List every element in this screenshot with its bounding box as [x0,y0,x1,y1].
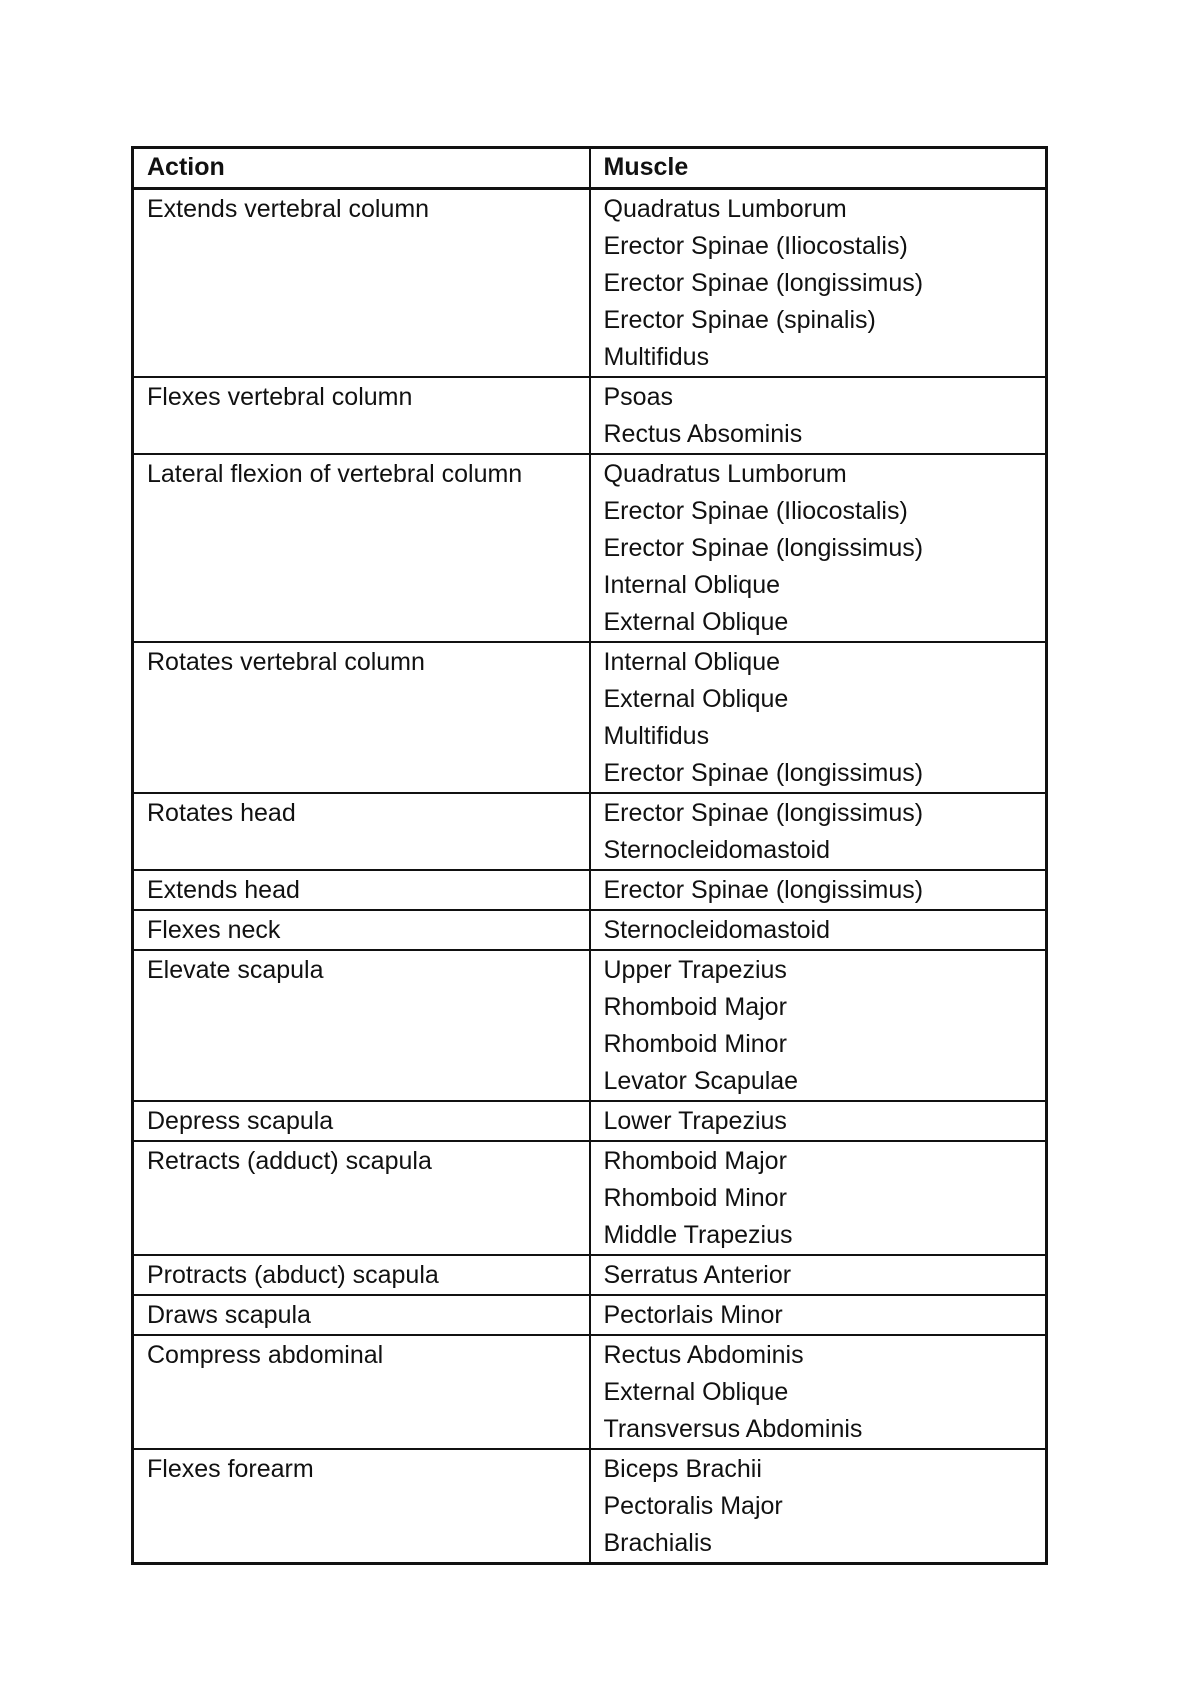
muscle-name: Psoas [603,383,673,411]
muscle-cell [590,1295,1047,1335]
muscle-name: Pectorlais Minor [603,1301,783,1329]
muscle-cell [590,642,1047,793]
muscle-name: Internal Oblique [603,571,781,599]
table-row [133,910,1047,950]
table-row [133,1295,1047,1335]
muscle-name: Internal Oblique [603,648,781,676]
muscle-cell [590,1255,1047,1295]
table-row [133,189,1047,378]
table-row [133,1449,1047,1564]
muscle-name: External Oblique [603,608,789,636]
muscle-cell [590,870,1047,910]
muscle-name: Erector Spinae (Iliocostalis) [603,497,908,525]
muscle-cell [590,377,1047,454]
muscle-name: Erector Spinae (spinalis) [603,306,876,334]
action-cell: Elevate scapula [133,950,590,1101]
muscle-name: Rectus Absominis [603,420,803,448]
muscle-name: Middle Trapezius [603,1221,793,1249]
action-cell: Flexes forearm [133,1449,590,1564]
muscle-name: Serratus Anterior [603,1261,792,1289]
muscle-name: Rectus Abdominis [603,1341,804,1369]
muscle-cell [590,793,1047,870]
action-cell: Draws scapula [133,1295,590,1335]
muscle-name: Transversus Abdominis [603,1415,863,1443]
action-cell: Flexes vertebral column [133,377,590,454]
muscle-action-table [131,146,1048,1565]
table-body [133,189,1047,1564]
muscle-name: Upper Trapezius [603,956,787,984]
table-row [133,950,1047,1101]
muscle-cell [590,910,1047,950]
muscle-name: External Oblique [603,685,789,713]
muscle-name: Lower Trapezius [603,1107,787,1135]
muscle-cell [590,1101,1047,1141]
muscle-name: Rhomboid Minor [603,1184,787,1212]
muscle-cell [590,1335,1047,1449]
action-cell: Flexes neck [133,910,590,950]
muscle-name: Rhomboid Major [603,993,787,1021]
table-row [133,1141,1047,1255]
muscle-name: Sternocleidomastoid [603,836,831,864]
header-muscle: Muscle [590,148,1047,189]
table-row [133,793,1047,870]
muscle-name: Multifidus [603,343,710,371]
table-row [133,870,1047,910]
muscle-name: Multifidus [603,722,710,750]
muscle-name: Erector Spinae (longissimus) [603,759,924,787]
muscle-name: Erector Spinae (longissimus) [603,534,924,562]
muscle-name: Erector Spinae (longissimus) [603,799,924,827]
muscle-name: Biceps Brachii [603,1455,762,1483]
table-row [133,377,1047,454]
table-row [133,1255,1047,1295]
muscle-name: Erector Spinae (longissimus) [603,269,924,297]
muscle-name: Levator Scapulae [603,1067,799,1095]
muscle-name: Erector Spinae (longissimus) [603,876,924,904]
action-cell: Rotates vertebral column [133,642,590,793]
muscle-name: Erector Spinae (Iliocostalis) [603,232,908,260]
muscle-name: Rhomboid Minor [603,1030,787,1058]
muscle-name: Brachialis [603,1529,712,1557]
action-cell: Depress scapula [133,1101,590,1141]
muscle-cell [590,950,1047,1101]
muscle-cell [590,189,1047,378]
table-row [133,1101,1047,1141]
header-action: Action [133,148,590,189]
muscle-cell [590,454,1047,642]
muscle-name: Rhomboid Major [603,1147,787,1175]
table-row [133,454,1047,642]
muscle-name: Sternocleidomastoid [603,916,831,944]
table-row [133,1335,1047,1449]
action-cell: Extends head [133,870,590,910]
table-row [133,642,1047,793]
muscle-name: Quadratus Lumborum [603,195,847,223]
action-cell: Extends vertebral column [133,189,590,378]
action-cell: Lateral flexion of vertebral column [133,454,590,642]
table-header-row [133,148,1047,189]
muscle-cell [590,1141,1047,1255]
muscle-cell [590,1449,1047,1564]
muscle-name: External Oblique [603,1378,789,1406]
action-cell: Retracts (adduct) scapula [133,1141,590,1255]
action-cell: Rotates head [133,793,590,870]
muscle-name: Quadratus Lumborum [603,460,847,488]
action-cell: Compress abdominal [133,1335,590,1449]
action-cell: Protracts (abduct) scapula [133,1255,590,1295]
muscle-name: Pectoralis Major [603,1492,783,1520]
